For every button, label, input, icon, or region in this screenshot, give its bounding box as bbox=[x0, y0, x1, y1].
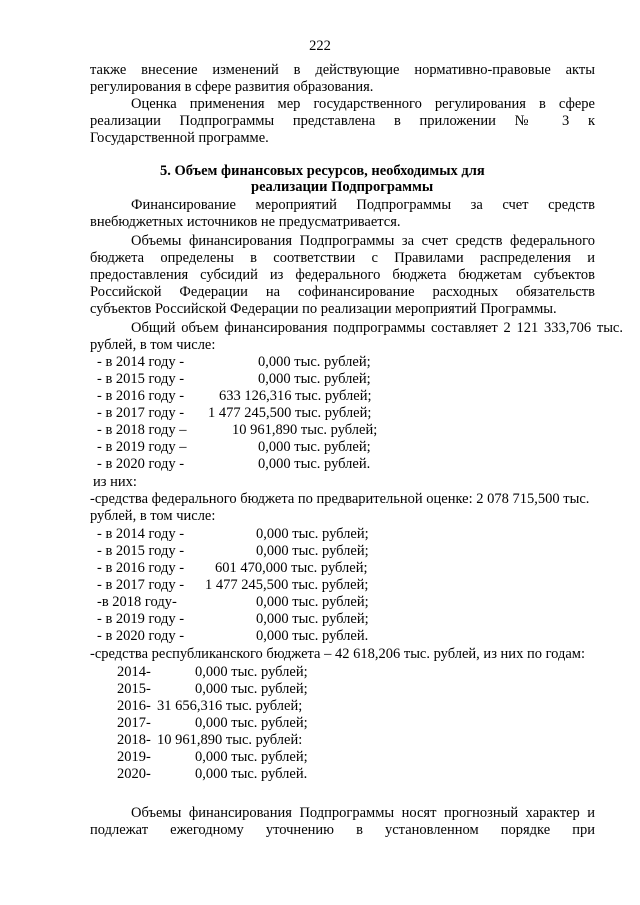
year-label: - в 2014 году - bbox=[97, 354, 185, 370]
year-amount: 0,000 тыс. рублей; bbox=[195, 681, 308, 697]
year-amount: 0,000 тыс. рублей; bbox=[195, 715, 308, 731]
paragraph-line: регулирования в сфере развития образования. bbox=[90, 79, 374, 95]
paragraph-line: Финансирование мероприятий Подпрограммы за счет средств bbox=[131, 197, 595, 213]
of-them-label: из них: bbox=[93, 474, 137, 490]
paragraph-line: Объемы финансирования Подпрограммы носят прогнозный характер и bbox=[131, 805, 595, 821]
paragraph-line: субъектов Российской Федерации по реализации мероприятий Программы. bbox=[90, 301, 557, 317]
paragraph-line: внебюджетных источников не предусматривается. bbox=[90, 214, 401, 230]
paragraph-line: Государственной программе. bbox=[90, 130, 269, 146]
year-amount: 1 477 245,500 тыс. рублей; bbox=[205, 577, 369, 593]
paragraph-line: Оценка применения мер государственного регулирования в сфере bbox=[131, 96, 595, 112]
year-label: - в 2020 году - bbox=[97, 628, 185, 644]
year-label: - в 2020 году - bbox=[97, 456, 185, 472]
year-amount: 601 470,000 тыс. рублей; bbox=[215, 560, 368, 576]
year-label: 2016- bbox=[117, 698, 151, 714]
paragraph-line: Объемы финансирования Подпрограммы за счет средств федерального bbox=[131, 233, 595, 249]
year-label: - в 2017 году - bbox=[97, 577, 185, 593]
year-label: - в 2019 году – bbox=[97, 439, 187, 455]
section-title: реализации Подпрограммы bbox=[251, 179, 434, 195]
year-amount: 0,000 тыс. рублей. bbox=[258, 456, 371, 472]
year-label: - в 2018 году – bbox=[97, 422, 187, 438]
year-amount: 0,000 тыс. рублей; bbox=[256, 543, 369, 559]
year-amount: 0,000 тыс. рублей; bbox=[195, 664, 308, 680]
year-amount: 0,000 тыс. рублей; bbox=[258, 354, 371, 370]
year-amount: 0,000 тыс. рублей. bbox=[256, 628, 369, 644]
year-label: - в 2015 году - bbox=[97, 371, 185, 387]
year-label: - в 2016 году - bbox=[97, 560, 185, 576]
year-label: 2019- bbox=[117, 749, 151, 765]
year-amount: 0,000 тыс. рублей; bbox=[256, 611, 369, 627]
year-amount: 0,000 тыс. рублей; bbox=[256, 526, 369, 542]
year-amount: 10 961,890 тыс. рублей: bbox=[157, 732, 303, 748]
paragraph-line: предоставления субсидий из федерального бюджета бюджетам субъектов bbox=[90, 267, 595, 283]
page-number: 222 bbox=[309, 38, 331, 54]
paragraph-line: реализации Подпрограммы представлена в приложении № 3 к bbox=[90, 113, 595, 129]
paragraph-line: -средства республиканского бюджета – 42 618,206 тыс. рублей, из них по годам: bbox=[90, 646, 586, 662]
paragraph-line: подлежат ежегодному уточнению в установленном порядке при bbox=[90, 822, 595, 838]
year-label: 2014- bbox=[117, 664, 151, 680]
year-label: -в 2018 году- bbox=[97, 594, 177, 610]
year-label: - в 2017 году - bbox=[97, 405, 185, 421]
year-label: - в 2019 году - bbox=[97, 611, 185, 627]
paragraph-line: рублей, в том числе: bbox=[90, 508, 216, 524]
year-amount: 0,000 тыс. рублей; bbox=[258, 439, 371, 455]
year-amount: 0,000 тыс. рублей; bbox=[256, 594, 369, 610]
year-amount: 0,000 тыс. рублей. bbox=[195, 766, 308, 782]
paragraph-line: бюджета определены в соответствии с Правилами распределения и bbox=[90, 250, 595, 266]
year-amount: 0,000 тыс. рублей; bbox=[195, 749, 308, 765]
year-amount: 0,000 тыс. рублей; bbox=[258, 371, 371, 387]
year-amount: 10 961,890 тыс. рублей; bbox=[232, 422, 378, 438]
section-title: 5. Объем финансовых ресурсов, необходимых для bbox=[160, 163, 485, 179]
paragraph-line: Общий объем финансирования подпрограммы составляет 2 121 333,706 тыс. bbox=[131, 320, 623, 336]
paragraph-line: -средства федерального бюджета по предварительной оценке: 2 078 715,500 тыс. bbox=[90, 491, 590, 507]
paragraph-line: Российской Федерации на софинансирование расходных обязательств bbox=[90, 284, 595, 300]
year-label: - в 2014 году - bbox=[97, 526, 185, 542]
paragraph-line: рублей, в том числе: bbox=[90, 337, 216, 353]
year-label: - в 2016 году - bbox=[97, 388, 185, 404]
year-amount: 1 477 245,500 тыс. рублей; bbox=[208, 405, 372, 421]
year-label: 2018- bbox=[117, 732, 151, 748]
paragraph-line: также внесение изменений в действующие нормативно-правовые акты bbox=[90, 62, 595, 78]
year-label: 2017- bbox=[117, 715, 151, 731]
year-label: 2020- bbox=[117, 766, 151, 782]
year-label: 2015- bbox=[117, 681, 151, 697]
year-amount: 31 656,316 тыс. рублей; bbox=[157, 698, 303, 714]
year-label: - в 2015 году - bbox=[97, 543, 185, 559]
year-amount: 633 126,316 тыс. рублей; bbox=[219, 388, 372, 404]
